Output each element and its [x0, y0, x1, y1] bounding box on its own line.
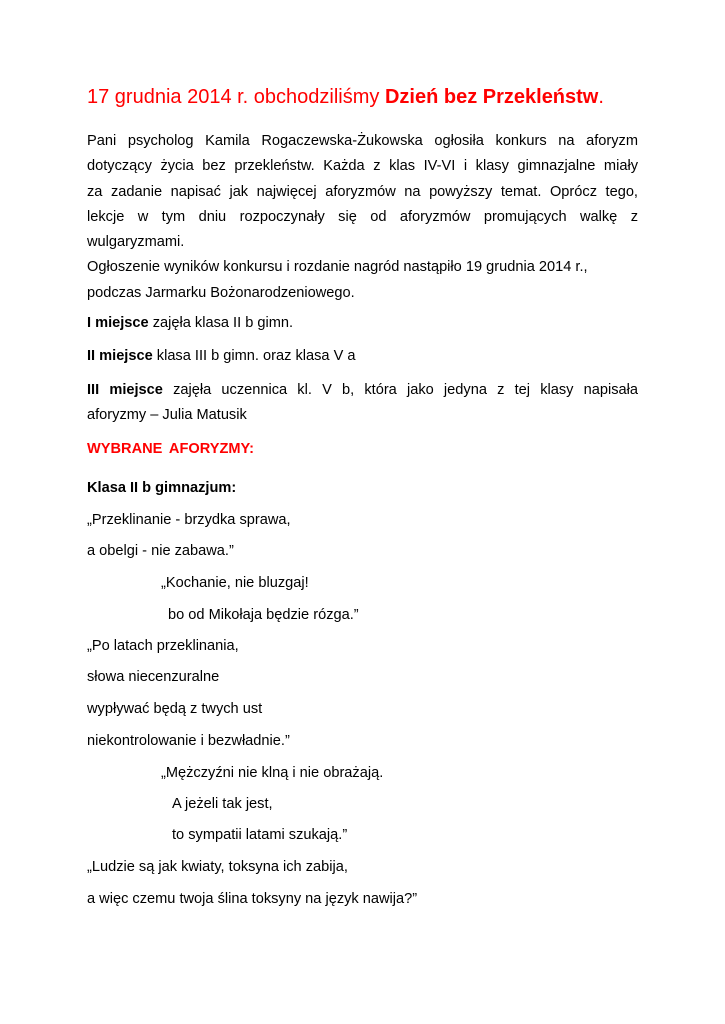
first-place-label: I miejsce: [87, 315, 149, 331]
aphorism-line: „Mężczyźni nie klną i nie obrażają.: [161, 765, 384, 781]
aphorism-line: a więc czemu twoja ślina toksyny na język nawija?”: [87, 891, 418, 907]
third-place-text: zajęła uczennica kl. V b, która jako jedyna z tej klasy napisała: [162, 382, 638, 398]
intro-line: lekcje w tym dniu rozpoczynały się od aforyzmów promujących walkę z: [87, 208, 638, 225]
first-place: [87, 311, 293, 336]
title-prefix: 17 grudnia 2014 r. obchodziliśmy: [87, 86, 385, 108]
intro-line: Ogłoszenie wyników konkursu i rozdanie nagród nastąpiło 19 grudnia 2014 r.,: [87, 259, 588, 276]
aphorism-line: wypływać będą z twych ust: [87, 701, 263, 717]
intro-line: za zadanie napisać jak najwięcej aforyzmów na powyższy temat. Oprócz tego,: [87, 183, 638, 200]
intro-line: Pani psycholog Kamila Rogaczewska-Żukowska ogłosiła konkurs na aforyzm: [87, 133, 638, 149]
third-place: [87, 378, 638, 429]
class-heading: Klasa II b gimnazjum:: [87, 480, 237, 496]
aphorism-line: „Ludzie są jak kwiaty, toksyna ich zabija,: [87, 859, 348, 875]
third-place-line: aforyzmy – Julia Matusik: [87, 407, 247, 424]
intro-line: wulgaryzmami.: [87, 234, 185, 251]
title-suffix: .: [598, 86, 604, 108]
second-place-text: klasa III b gimn. oraz klasa V a: [152, 348, 356, 364]
aphorism-line: niekontrolowanie i bezwładnie.”: [87, 733, 290, 749]
aphorism-line: „Przeklinanie - brzydka sprawa,: [87, 512, 291, 528]
aphorism-line: A jeżeli tak jest,: [172, 796, 273, 812]
third-place-label: III miejsce: [87, 382, 163, 398]
aphorism-line: bo od Mikołaja będzie rózga.”: [168, 607, 359, 623]
second-place-label: II miejsce: [87, 348, 153, 364]
aphorism-line: a obelgi - nie zabawa.”: [87, 543, 234, 559]
intro-line: podczas Jarmarku Bożonarodzeniowego.: [87, 284, 355, 301]
section-heading: WYBRANE AFORYZMY:: [87, 441, 255, 457]
third-place-line: [87, 378, 638, 403]
intro-line: dotyczący życia bez przekleństw. Każda z klas IV-VI i klasy gimnazjalne miały: [87, 158, 638, 175]
aphorism-line: to sympatii latami szukają.”: [172, 827, 348, 843]
aphorism-line: „Kochanie, nie bluzgaj!: [161, 575, 309, 591]
aphorism-line: słowa niecenzuralne: [87, 669, 220, 685]
intro-paragraph: [87, 129, 638, 306]
second-place: [87, 344, 356, 369]
page-title: [87, 86, 604, 109]
first-place-text: zajęła klasa II b gimn.: [148, 315, 294, 331]
aphorism-line: „Po latach przeklinania,: [87, 638, 239, 654]
title-emphasis: Dzień bez Przekleństw: [384, 86, 599, 108]
